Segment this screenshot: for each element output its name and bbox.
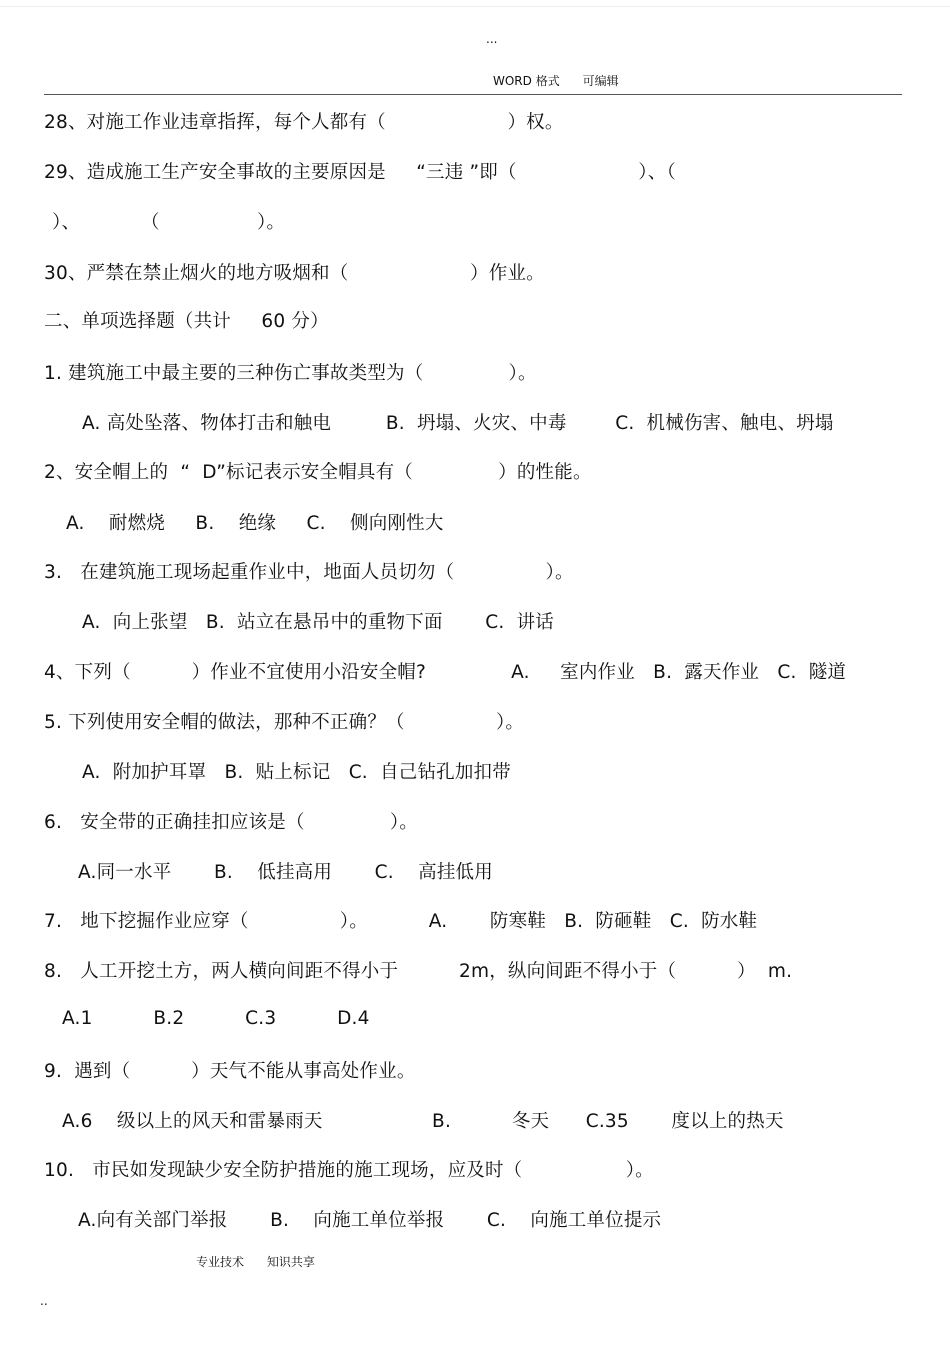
choice-question-5: 5. 下列使用安全帽的做法，那种不正确？（ ）。 [44, 712, 525, 733]
question-28: 28、对施工作业违章指挥，每个人都有（ ）权。 [44, 112, 564, 133]
choice-options-8: A.1 B.2 C.3 D.4 [62, 1008, 370, 1029]
choice-options-2: A. 耐燃烧 B. 绝缘 C. 侧向刚性大 [66, 513, 444, 534]
page-edge [0, 6, 950, 7]
header-top-marker: ... [486, 32, 498, 46]
choice-question-7: 7. 地下挖掘作业应穿（ ）。 A. 防寒鞋 B. 防砸鞋 C. 防水鞋 [44, 911, 758, 932]
header-rule [44, 94, 902, 95]
choice-question-4: 4、下列（ ）作业不宜使用小沿安全帽? A. 室内作业 B. 露天作业 C. 隧道 [44, 662, 847, 683]
choice-options-10: A.向有关部门举报 B. 向施工单位举报 C. 向施工单位提示 [78, 1210, 662, 1231]
choice-question-1: 1. 建筑施工中最主要的三种伤亡事故类型为（ ）。 [44, 363, 537, 384]
choice-options-5: A. 附加护耳罩 B. 贴上标记 C. 自己钻孔加扣带 [82, 762, 511, 783]
question-29: 29、造成施工生产安全事故的主要原因是 “三违 ”即（ ）、（ [44, 162, 676, 183]
choice-options-6: A.同一水平 B. 低挂高用 C. 高挂低用 [78, 862, 493, 883]
choice-question-10: 10. 市民如发现缺少安全防护措施的施工现场，应及时（ ）。 [44, 1160, 654, 1181]
question-30: 30、严禁在禁止烟火的地方吸烟和（ ）作业。 [44, 263, 545, 284]
section-heading: 二、单项选择题（共计 60 分） [44, 311, 329, 332]
choice-options-1: A. 高处坠落、物体打击和触电 B. 坍塌、火灾、中毒 C. 机械伤害、触电、坍塌 [82, 413, 834, 434]
choice-question-3: 3. 在建筑施工现场起重作业中，地面人员切勿（ ）。 [44, 562, 574, 583]
choice-question-6: 6. 安全带的正确挂扣应该是（ ）。 [44, 812, 418, 833]
footer-text: 专业技术 知识共享 [196, 1255, 315, 1269]
choice-question-2: 2、安全帽上的 “ D”标记表示安全帽具有（ ）的性能。 [44, 462, 592, 483]
choice-question-8: 8. 人工开挖土方，两人横向间距不得小于 2m，纵向间距不得小于（ ） m. [44, 961, 793, 982]
header-title: WORD 格式 可编辑 [493, 74, 619, 88]
choice-question-9: 9. 遇到（ ）天气不能从事高处作业。 [44, 1061, 416, 1082]
footer-bottom-marker: .. [40, 1294, 48, 1308]
choice-options-3: A. 向上张望 B. 站立在悬吊中的重物下面 C. 讲话 [82, 612, 554, 633]
question-29-continued: ）、 （ ）。 [52, 212, 286, 233]
choice-options-9: A.6 级以上的风天和雷暴雨天 B. 冬天 C.35 度以上的热天 [62, 1111, 784, 1132]
